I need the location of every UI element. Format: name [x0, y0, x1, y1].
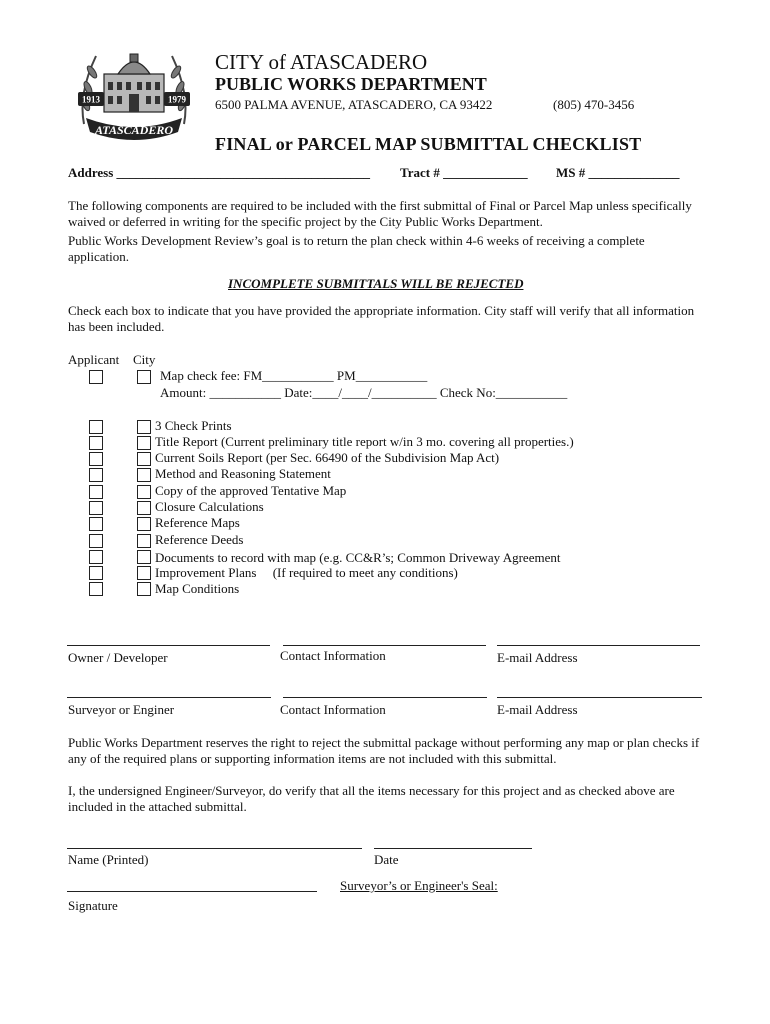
item-city-checkbox[interactable]: [137, 501, 151, 515]
svg-text:1979: 1979: [168, 94, 186, 105]
check-instruction: Check each box to indicate that you have provided the appropriate information. City staff will verify that all information has been included.: [68, 303, 695, 334]
item-city-checkbox[interactable]: [137, 582, 151, 596]
intro-paragraph: The following components are required to be included with the first submittal of Final or Parcel Map unless specifically waived or deferred in writing for the specific project by the City Public Works Department.: [68, 198, 692, 229]
department-phone: (805) 470-3456: [553, 97, 635, 112]
page-title: FINAL or PARCEL MAP SUBMITTAL CHECKLIST: [215, 134, 642, 154]
item-city-checkbox[interactable]: [137, 534, 151, 548]
checklist-item: 3 Check Prints: [155, 418, 232, 433]
item-applicant-checkbox[interactable]: [89, 550, 103, 564]
item-applicant-checkbox[interactable]: [89, 420, 103, 434]
checklist-item: Improvement Plans (If required to meet any conditions): [155, 565, 458, 580]
owner-developer-label: Owner / Developer: [68, 650, 168, 665]
tract-field: Tract # _____________: [400, 165, 528, 180]
applicant-column-header: Applicant: [68, 352, 120, 367]
item-city-checkbox[interactable]: [137, 550, 151, 564]
item-applicant-checkbox[interactable]: [89, 582, 103, 596]
surveyor-email-label: E-mail Address: [497, 702, 578, 717]
item-applicant-checkbox[interactable]: [89, 501, 103, 515]
name-printed-line[interactable]: [67, 848, 362, 849]
checklist-item: Copy of the approved Tentative Map: [155, 483, 347, 498]
item-applicant-checkbox[interactable]: [89, 485, 103, 499]
surveyor-contact-label: Contact Information: [280, 702, 386, 717]
owner-contact-label: Contact Information: [280, 648, 386, 663]
map-check-fee-line: Map check fee: FM___________ PM___________: [160, 368, 428, 383]
checklist-item: Current Soils Report (per Sec. 66490 of the Subdivision Map Act): [155, 450, 500, 465]
checklist-item: Title Report (Current preliminary title report w/in 3 mo. covering all properties.): [155, 434, 574, 449]
item-applicant-checkbox[interactable]: [89, 452, 103, 466]
item-city-checkbox[interactable]: [137, 468, 151, 482]
signature-label: Signature: [68, 898, 118, 913]
item-city-checkbox[interactable]: [137, 566, 151, 580]
city-seal-logo: [74, 44, 194, 148]
owner-email-label: E-mail Address: [497, 650, 578, 665]
city-column-header: City: [133, 352, 156, 367]
checklist-item: Method and Reasoning Statement: [155, 466, 331, 481]
owner-signature-line[interactable]: [67, 645, 270, 646]
owner-email-line[interactable]: [497, 645, 700, 646]
item-city-checkbox[interactable]: [137, 517, 151, 531]
department-name: PUBLIC WORKS DEPARTMENT: [215, 74, 487, 94]
address-field: Address _______________________________________: [68, 165, 371, 180]
item-applicant-checkbox[interactable]: [89, 566, 103, 580]
surveyor-engineer-label: Surveyor or Enginer: [68, 702, 175, 717]
surveyor-contact-line[interactable]: [283, 697, 487, 698]
checklist-item: Reference Maps: [155, 515, 240, 530]
item-applicant-checkbox[interactable]: [89, 468, 103, 482]
owner-contact-line[interactable]: [283, 645, 486, 646]
ms-field: MS # ______________: [556, 165, 680, 180]
surveyor-email-line[interactable]: [497, 697, 702, 698]
checklist-item: Reference Deeds: [155, 532, 244, 547]
goal-paragraph: Public Works Development Review’s goal is to return the plan check within 4-6 weeks of receiving a complete application.: [68, 233, 645, 264]
checklist-item: Documents to record with map (e.g. CC&R’s; Common Driveway Agreement: [155, 550, 561, 565]
date-label: Date: [374, 852, 399, 867]
checklist-item: Closure Calculations: [155, 499, 264, 514]
checklist-item: Map Conditions: [155, 581, 240, 596]
reserve-paragraph: Public Works Department reserves the right to reject the submittal package without performing any map or plan checks if any of the required plans or supporting information items are not included with this submittal.: [68, 735, 700, 766]
date-line[interactable]: [374, 848, 532, 849]
surveyor-signature-line[interactable]: [67, 697, 271, 698]
name-printed-label: Name (Printed): [68, 852, 149, 867]
svg-text:ATASCADERO: ATASCADERO: [94, 123, 174, 137]
item-applicant-checkbox[interactable]: [89, 517, 103, 531]
city-name: CITY of ATASCADERO: [215, 50, 428, 74]
rejection-warning: INCOMPLETE SUBMITTALS WILL BE REJECTED: [228, 276, 524, 291]
item-city-checkbox[interactable]: [137, 436, 151, 450]
signature-line[interactable]: [67, 891, 317, 892]
item-city-checkbox[interactable]: [137, 420, 151, 434]
item-applicant-checkbox[interactable]: [89, 534, 103, 548]
department-address: 6500 PALMA AVENUE, ATASCADERO, CA 93422: [215, 97, 493, 112]
seal-label: Surveyor’s or Engineer's Seal:: [340, 878, 498, 893]
fee-applicant-checkbox[interactable]: [89, 370, 103, 384]
svg-text:1913: 1913: [82, 94, 100, 105]
amount-date-check-line: Amount: ___________ Date:____/____/__________ Check No:___________: [160, 385, 568, 400]
item-city-checkbox[interactable]: [137, 485, 151, 499]
item-city-checkbox[interactable]: [137, 452, 151, 466]
verify-paragraph: I, the undersigned Engineer/Surveyor, do verify that all the items necessary for this project and as checked above are included in the attached submittal.: [68, 783, 675, 814]
fee-city-checkbox[interactable]: [137, 370, 151, 384]
item-applicant-checkbox[interactable]: [89, 436, 103, 450]
